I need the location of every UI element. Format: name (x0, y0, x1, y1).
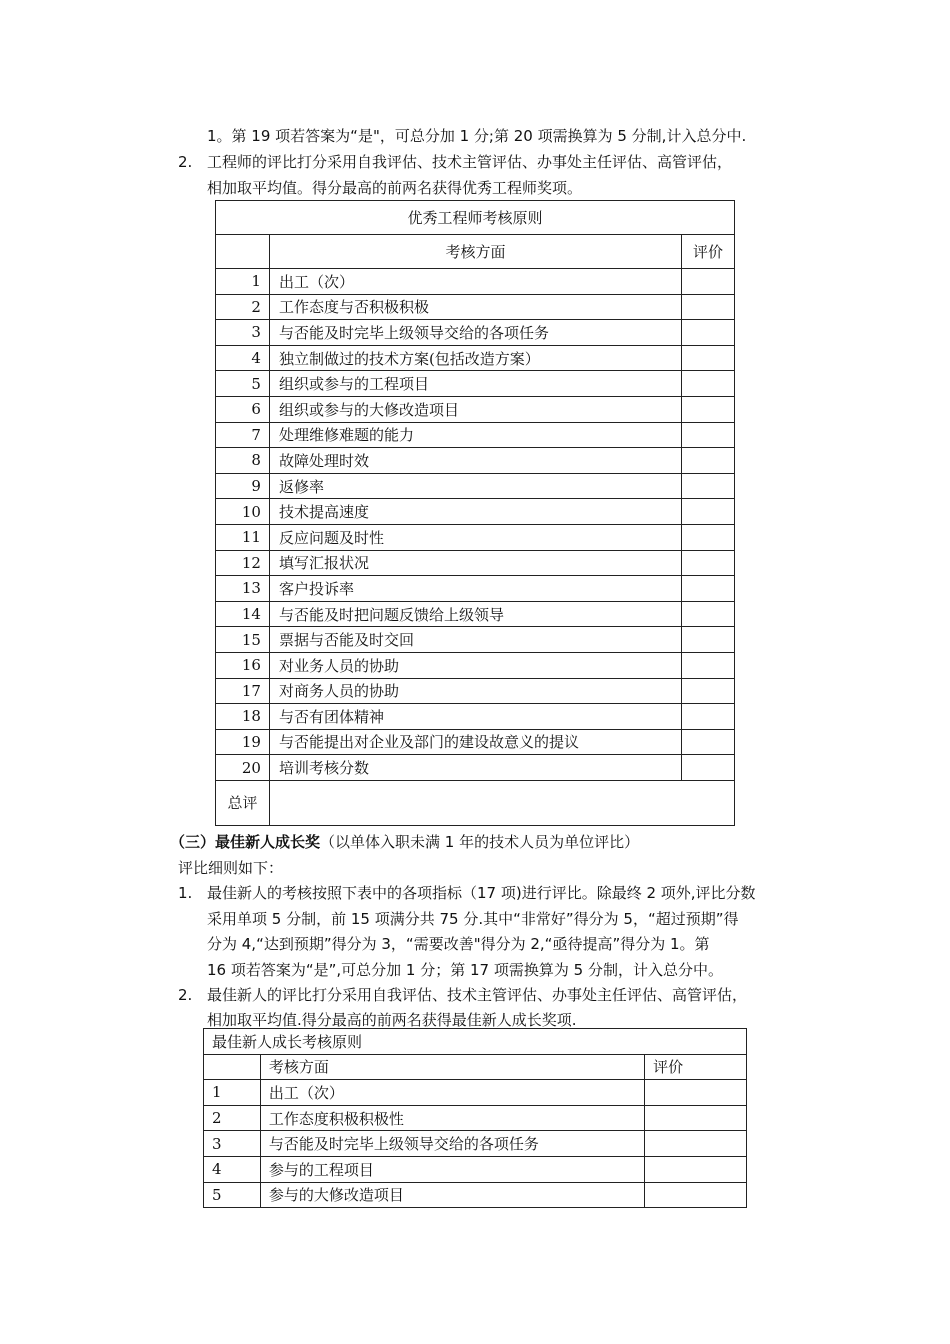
row-evaluation-cell[interactable] (682, 294, 735, 320)
row-number: 3 (216, 320, 270, 346)
table-row (216, 320, 735, 346)
table-row (216, 627, 735, 653)
row-number: 17 (216, 678, 270, 704)
row-evaluation-cell[interactable] (682, 448, 735, 474)
table1-header-eval: 评价 (682, 235, 735, 269)
table-row (216, 448, 735, 474)
table1-header-empty (216, 235, 270, 269)
table-row (216, 371, 735, 397)
row-evaluation-cell[interactable] (645, 1105, 747, 1131)
row-number: 2 (204, 1105, 261, 1131)
table2-title: 最佳新人成长考核原则 (204, 1029, 747, 1055)
row-number: 15 (216, 627, 270, 653)
row-aspect: 出工（次） (260, 1080, 644, 1106)
row-evaluation-cell[interactable] (682, 473, 735, 499)
row-aspect: 反应问题及时性 (269, 524, 681, 550)
table-row (216, 345, 735, 371)
table1-total-label: 总评 (216, 780, 270, 825)
row-aspect: 客户投诉率 (269, 576, 681, 602)
row-number: 12 (216, 550, 270, 576)
row-evaluation-cell[interactable] (682, 704, 735, 730)
row-number: 9 (216, 473, 270, 499)
table2-header-empty (204, 1054, 261, 1080)
list-number-2b: 2. (178, 986, 193, 1004)
row-number: 8 (216, 448, 270, 474)
table-row (216, 524, 735, 550)
table-row (216, 601, 735, 627)
row-aspect: 与否能提出对企业及部门的建设故意义的提议 (269, 729, 681, 755)
item1-line-4: 16 项若答案为“是”,可总分加 1 分；第 17 项需换算为 5 分制，计入总分中。 (207, 961, 723, 979)
row-number: 18 (216, 704, 270, 730)
table-row (216, 652, 735, 678)
section3-title: 最佳新人成长奖 (215, 833, 321, 851)
row-aspect: 返修率 (269, 473, 681, 499)
table-row (204, 1156, 747, 1182)
item1-line-3: 分为 4,“达到预期”得分为 3，“需要改善"得分为 2,“亟待提高”得分为 1。第 (207, 935, 710, 953)
intro-item2-line-2: 相加取平均值。得分最高的前两名获得优秀工程师奖项。 (207, 179, 583, 197)
row-number: 7 (216, 422, 270, 448)
row-number: 1 (216, 269, 270, 295)
table-row (216, 678, 735, 704)
item2-line-1: 最佳新人的评比打分采用自我评估、技术主管评估、办事处主任评估、高管评估， (207, 986, 748, 1004)
table-row (216, 576, 735, 602)
row-number: 4 (204, 1156, 261, 1182)
list-number-2: 2. (178, 153, 193, 171)
row-evaluation-cell[interactable] (682, 422, 735, 448)
item1-line-2: 采用单项 5 分制，前 15 项满分共 75 分.其中“非常好”得分为 5，“超过预期”得 (207, 910, 739, 928)
table-row (204, 1182, 747, 1208)
row-aspect: 对业务人员的协助 (269, 652, 681, 678)
row-aspect: 组织或参与的工程项目 (269, 371, 681, 397)
row-number: 3 (204, 1131, 261, 1157)
row-evaluation-cell[interactable] (682, 576, 735, 602)
section3-heading (170, 829, 639, 855)
row-aspect: 故障处理时效 (269, 448, 681, 474)
row-aspect: 对商务人员的协助 (269, 678, 681, 704)
row-evaluation-cell[interactable] (682, 729, 735, 755)
row-aspect: 与否能及时完毕上级领导交给的各项任务 (260, 1131, 644, 1157)
row-evaluation-cell[interactable] (682, 550, 735, 576)
row-number: 20 (216, 755, 270, 781)
row-aspect: 工作态度积极积极性 (260, 1105, 644, 1131)
table-row (204, 1131, 747, 1157)
row-evaluation-cell[interactable] (682, 396, 735, 422)
section3-prefix: （三） (170, 833, 216, 851)
row-aspect: 与否能及时把问题反馈给上级领导 (269, 601, 681, 627)
item2-line-2: 相加取平均值.得分最高的前两名获得最佳新人成长奖项. (207, 1011, 577, 1029)
row-evaluation-cell[interactable] (682, 320, 735, 346)
row-aspect: 独立制做过的技术方案(包括改造方案） (269, 345, 681, 371)
table-row (216, 269, 735, 295)
row-aspect: 填写汇报状况 (269, 550, 681, 576)
table-row (216, 755, 735, 781)
row-aspect: 出工（次） (269, 269, 681, 295)
intro-item2-line-1: 工程师的评比打分采用自我评估、技术主管评估、办事处主任评估、高管评估， (207, 153, 733, 171)
row-number: 4 (216, 345, 270, 371)
row-aspect: 票据与否能及时交回 (269, 627, 681, 653)
row-evaluation-cell[interactable] (682, 652, 735, 678)
rules-intro: 评比细则如下： (178, 859, 284, 877)
row-number: 5 (204, 1182, 261, 1208)
table-row (216, 473, 735, 499)
table-row (216, 499, 735, 525)
table-row (216, 704, 735, 730)
table-row (216, 550, 735, 576)
row-evaluation-cell[interactable] (682, 269, 735, 295)
row-aspect: 工作态度与否积极积极 (269, 294, 681, 320)
row-number: 1 (204, 1080, 261, 1106)
row-number: 16 (216, 652, 270, 678)
row-number: 14 (216, 601, 270, 627)
table-row (204, 1105, 747, 1131)
row-aspect: 培训考核分数 (269, 755, 681, 781)
row-number: 10 (216, 499, 270, 525)
row-number: 19 (216, 729, 270, 755)
row-aspect: 处理维修难题的能力 (269, 422, 681, 448)
table-row (216, 729, 735, 755)
excellent-engineer-table (215, 200, 735, 826)
intro-line-1: 1。第 19 项若答案为“是"，可总分加 1 分;第 20 项需换算为 5 分制,计入总分中. (207, 127, 747, 145)
list-number-1: 1. (178, 884, 193, 902)
row-evaluation-cell[interactable] (682, 499, 735, 525)
table2-header-aspect: 考核方面 (260, 1054, 644, 1080)
row-evaluation-cell[interactable] (645, 1156, 747, 1182)
row-aspect: 组织或参与的大修改造项目 (269, 396, 681, 422)
table1-header-aspect: 考核方面 (269, 235, 681, 269)
row-evaluation-cell[interactable] (682, 678, 735, 704)
row-evaluation-cell[interactable] (682, 627, 735, 653)
row-evaluation-cell[interactable] (645, 1131, 747, 1157)
row-aspect: 技术提高速度 (269, 499, 681, 525)
table-row (216, 294, 735, 320)
row-evaluation-cell[interactable] (645, 1080, 747, 1106)
row-evaluation-cell[interactable] (682, 345, 735, 371)
best-newcomer-table (203, 1028, 747, 1208)
row-evaluation-cell[interactable] (645, 1182, 747, 1208)
table-row (216, 422, 735, 448)
table2-header-eval: 评价 (645, 1054, 747, 1080)
item1-line-1: 最佳新人的考核按照下表中的各项指标（17 项)进行评比。除最终 2 项外,评比分数 (207, 884, 756, 902)
row-evaluation-cell[interactable] (682, 371, 735, 397)
row-number: 6 (216, 396, 270, 422)
row-number: 13 (216, 576, 270, 602)
table1-total-value[interactable] (269, 780, 734, 825)
row-aspect: 参与的工程项目 (260, 1156, 644, 1182)
row-aspect: 与否能及时完毕上级领导交给的各项任务 (269, 320, 681, 346)
row-number: 11 (216, 524, 270, 550)
row-number: 5 (216, 371, 270, 397)
row-number: 2 (216, 294, 270, 320)
row-aspect: 参与的大修改造项目 (260, 1182, 644, 1208)
table1-title: 优秀工程师考核原则 (216, 201, 735, 235)
row-aspect: 与否有团体精神 (269, 704, 681, 730)
table-row (204, 1080, 747, 1106)
section3-note: （以单体入职未满 1 年的技术人员为单位评比） (320, 833, 640, 851)
row-evaluation-cell[interactable] (682, 601, 735, 627)
row-evaluation-cell[interactable] (682, 755, 735, 781)
table-row (216, 396, 735, 422)
row-evaluation-cell[interactable] (682, 524, 735, 550)
